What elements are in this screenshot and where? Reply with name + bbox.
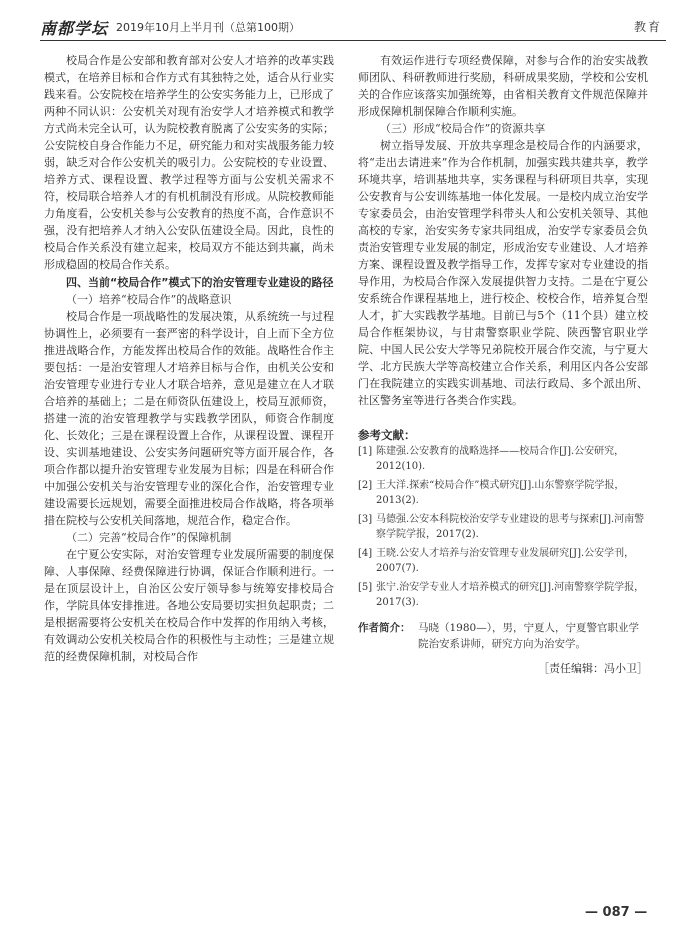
reference-number: [1] — [358, 446, 373, 457]
reference-number: [3] — [358, 514, 373, 525]
section-label: 教育 — [633, 20, 662, 34]
reference-number: [2] — [358, 480, 373, 491]
subsection-heading: （二）完善“校局合作”的保障机制 — [66, 531, 232, 544]
issue-info: 2019年10月上半月刊（总第100期） — [116, 21, 300, 34]
author-bio-label: 作者简介： — [358, 622, 411, 634]
author-bio-text: 马晓（1980—），男，宁夏人，宁夏警官职业学院治安系讲师，研究方向为治安学。 — [418, 622, 639, 650]
body-paragraph: 校局合作是公安部和教育部对公安人才培养的改革实践模式，在培养目标和合作方式有其独特之处，适合从行业实践来看。公安院校在培养学生的公安实务能力上，已形成了两种不同认识：公安机关对现有治安学人才培养模式和教学方式尚未完全认可，认为院校教育脱离了公安实务的实际；公安院校自身合作能力不足，研究能力和对实战服务能力较弱，缺乏对合作公安机关的吸引力。公安院校的专业设置、培养方式、课程设置、教学过程等方面与公安机关需求不符，校局联合培养人才的有机机制没有形成。从院校教师能力角度看，公安机关参与公安教育的热度不高，合作意识不强，没有把培养人才纳入公安队伍建设全局。因此，良性的校局合作关系没有建立起来，校局双方不能达到共赢，尚未形成稳固的校局合作关系。 — [44, 54, 334, 271]
left-column — [44, 52, 334, 665]
reference-number: [5] — [358, 582, 373, 593]
page-number: — 087 — — [585, 905, 648, 920]
reference-text: 王大洋.探索“校局合作”模式研究[J].山东警察学院学报，2013(2). — [376, 480, 625, 506]
responsible-editor: ［责任编辑：冯小卫］ — [538, 662, 648, 675]
references-title: 参考文献： — [358, 428, 416, 442]
body-paragraph: 有效运作进行专项经费保障，对参与合作的治安实战教师团队、科研教师进行奖励，科研成果奖励，学校和公安机关的合作应该落实加强统筹，由省相关教育文件规范保障并形成保障机制保障合作顺利实施。 — [358, 54, 648, 118]
reference-text: 马德强.公安本科院校治安学专业建设的思考与探索[J].河南警察学院学报，2017(2). — [376, 514, 645, 540]
body-paragraph: 校局合作是一项战略性的发展决策，从系统统一与过程协调性上，必须要有一套严密的科学设计，自上而下全方位推进战略合作，方能发挥出校局合作的效能。战略性合作主要包括：一是治安管理人才培养目标与合作，由机关公安和治安管理专业进行专业人才联合培养，意见是建立在人才联合培养的基础上；二是在师资队伍建设上，校局互派师资，搭建一流的治安管理教学与实践教学团队，师资合作制度化、长效化；三是在课程设置上合作，从课程设置、课程开设、实训基地建设、公安实务问题研究等方面开展合作，各项合作都以提升治安管理专业发展为目标；四是在科研合作中加强公安机关与治安管理专业的深化合作，治安管理专业建设需要长远规划，需要全面推进校局合作战略，将各项举措在院校与公安机关间落地，规范合作，稳定合作。 — [44, 310, 334, 527]
reference-item — [358, 580, 648, 610]
journal-logo: 南都学坛 — [40, 19, 109, 38]
reference-text: 王晓.公安人才培养与治安管理专业发展研究[J].公安学刊，2007(7). — [376, 548, 635, 574]
author-bio — [358, 620, 648, 652]
body-paragraph: 树立指导发展、开放共享理念是校局合作的内涵要求，将“走出去请进来”作为合作机制，加强实践共建共享，教学环境共享，培训基地共享，实务课程与科研项目共享，实现公安教育与公安训练基地一体化发展。一是校内成立治安学专家委员会，由治安管理学科带头人和公安机关领导、其他高校的专家，治安实务专家共同组成，治安学专家委员会负责治安管理专业发展的制定，形成治安专业建设、人才培养方案、课程设置及教学指导工作，发挥专家对专业建设的指导作用，为校局合作深入发展提供智力支持。二是在宁夏公安系统合作课程基地上，进行校企、校校合作，培养复合型人才，扩大实践教学基地。目前已与5个（11个县）建立校局合作框架协议，与甘肃警察职业学院、陕西警官职业学院、中国人民公安大学等兄弟院校开展合作交流，与宁夏大学、北方民族大学等高校建立合作关系，利用区内各公安部门在我院建立的实践实训基地、司法行政局、多个派出所、社区警务室等进行各类合作实践。 — [358, 139, 648, 407]
reference-item — [358, 478, 648, 508]
reference-item — [358, 546, 648, 576]
section-heading: 四、当前“校局合作”模式下的治安管理专业建设的路径 — [66, 276, 334, 289]
subsection-heading: （三）形成“校局合作”的资源共享 — [380, 122, 546, 135]
reference-item — [358, 512, 648, 542]
reference-text: 陈建强.公安教育的战略选择——校局合作[J].公安研究，2012(10). — [376, 446, 625, 472]
reference-text: 张宁.治安学专业人才培养模式的研究[J].河南警察学院学报，2017(3). — [376, 582, 645, 608]
subsection-heading: （一）培养“校局合作”的战略意识 — [66, 293, 232, 306]
right-column — [358, 52, 648, 677]
page-header — [40, 14, 666, 41]
reference-number: [4] — [358, 548, 373, 559]
body-paragraph: 在宁夏公安实际，对治安管理专业发展所需要的制度保障、人事保障、经费保障进行协调，保证合作顺利进行。一是在顶层设计上，自治区公安厅领导参与统筹安排校局合作，学院具体安排推进。各地公安局要切实担负起职责；二是根据需要将公安机关在校局合作中发挥的作用纳入考核，有效调动公安机关校局合作的积极性与主动性；三是建立规范的经费保障机制，对校局合作 — [44, 548, 334, 663]
references — [358, 427, 648, 610]
reference-item — [358, 444, 648, 474]
